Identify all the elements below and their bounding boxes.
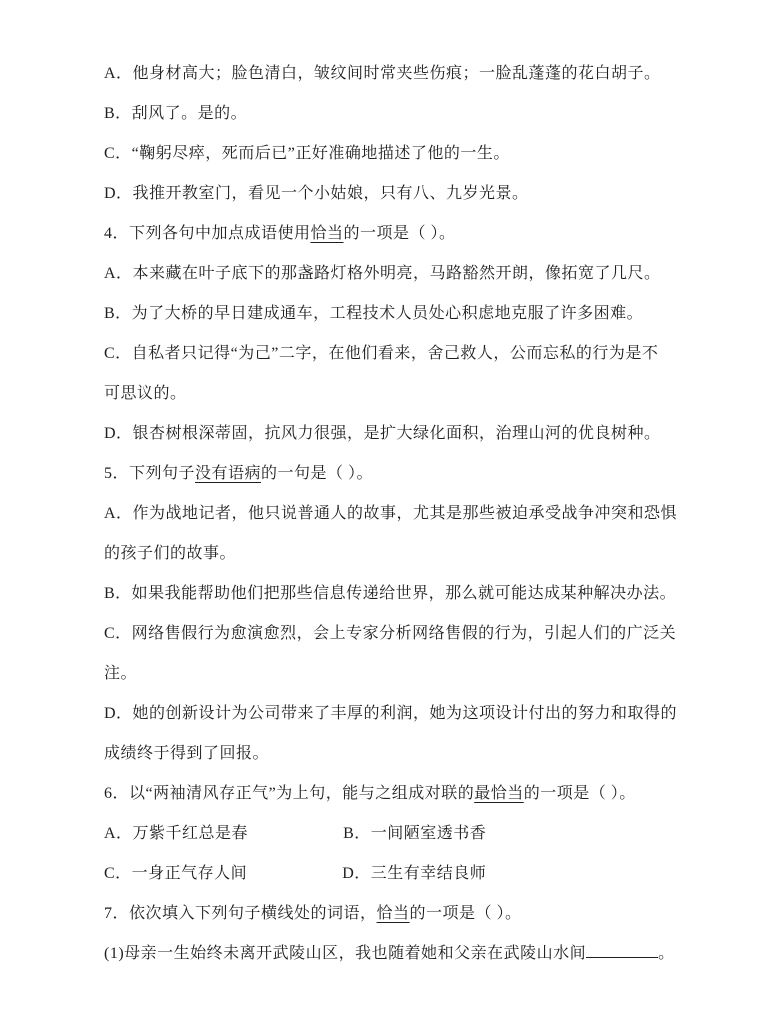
text-segment: B．为了大桥的早日建成通车，工程技术人员处心积虑地克服了许多困难。 (104, 305, 644, 322)
underlined-term: 恰当 (376, 905, 410, 922)
text-segment: 的孩子们的故事。 (104, 545, 237, 562)
text-line (104, 94, 754, 134)
text-segment: D．我推开教室门，看见一个小姑娘，只有八、九岁光景。 (104, 185, 529, 202)
text-segment: D．三生有幸结良师 (342, 865, 487, 882)
text-segment: 的一项是（ ）。 (409, 905, 522, 922)
text-line (104, 854, 754, 894)
text-segment: C．自私者只记得“为己”二字，在他们看来，舍己救人，公而忘私的行为是不 (104, 345, 659, 362)
text-segment: 注。 (104, 665, 138, 682)
underlined-term: 没有语病 (195, 465, 262, 482)
text-line (104, 174, 754, 214)
underlined-term: 最恰当 (474, 785, 524, 802)
fill-in-blank-line (586, 957, 658, 958)
text-line (104, 134, 754, 174)
text-segment: 可思议的。 (104, 385, 187, 402)
text-segment: C．网络售假行为愈演愈烈，会上专家分析网络售假的行为，引起人们的广泛关 (104, 625, 677, 642)
text-segment: 7．依次填入下列句子横线处的词语， (104, 905, 377, 922)
text-segment: A．万紫千红总是春 (104, 825, 249, 842)
underlined-term: 恰当 (310, 225, 344, 242)
text-line (104, 454, 754, 494)
text-segment: A．作为战地记者，他只说普通人的故事，尤其是那些被迫承受战争冲突和恐惧 (104, 505, 678, 522)
text-line (104, 254, 754, 294)
text-segment: A．他身材高大；脸色清白，皱纹间时常夹些伤痕；一脸乱蓬蓬的花白胡子。 (104, 65, 661, 82)
text-line (104, 734, 754, 774)
text-segment: 的一项是（ ）。 (343, 225, 456, 242)
text-line (104, 534, 754, 574)
text-line (104, 374, 754, 414)
text-line (104, 774, 754, 814)
text-line (104, 334, 754, 374)
text-line (104, 414, 754, 454)
text-segment: 4．下列各句中加点成语使用 (104, 225, 311, 242)
text-line (104, 54, 754, 94)
text-segment: B．一间陋室透书香 (343, 825, 487, 842)
text-line (104, 814, 754, 854)
text-segment: A．本来藏在叶子底下的那盏路灯格外明亮，马路豁然开朗，像拓宽了几尺。 (104, 265, 661, 282)
text-line (104, 214, 754, 254)
text-line (104, 694, 754, 734)
text-segment: 5．下列句子 (104, 465, 196, 482)
text-segment: 。 (658, 945, 675, 962)
text-segment: 的一句是（ ）。 (261, 465, 374, 482)
text-line (104, 294, 754, 334)
text-line (104, 614, 754, 654)
text-segment: (1)母亲一生始终未离开武陵山区，我也随着她和父亲在武陵山水间 (104, 945, 587, 962)
text-segment: D．她的创新设计为公司带来了丰厚的利润，她为这项设计付出的努力和取得的 (104, 705, 678, 722)
text-segment: 的一项是（ ）。 (523, 785, 636, 802)
text-segment: D．银杏树根深蒂固，抗风力很强，是扩大绿化面积，治理山河的优良树种。 (104, 425, 661, 442)
text-segment: B．如果我能帮助他们把那些信息传递给世界，那么就可能达成某种解决办法。 (104, 585, 677, 602)
text-segment: B．刮风了。是的。 (104, 105, 248, 122)
text-segment: C．“鞠躬尽瘁，死而后已”正好准确地描述了他的一生。 (104, 145, 510, 162)
text-segment: C．一身正气存人间 (104, 865, 248, 882)
text-line (104, 574, 754, 614)
text-line (104, 934, 754, 974)
text-line (104, 654, 754, 694)
text-line (104, 894, 754, 934)
text-line (104, 494, 754, 534)
text-segment: 成绩终于得到了回报。 (104, 745, 270, 762)
text-segment: 6．以“两袖清风存正气”为上句，能与之组成对联的 (104, 785, 475, 802)
